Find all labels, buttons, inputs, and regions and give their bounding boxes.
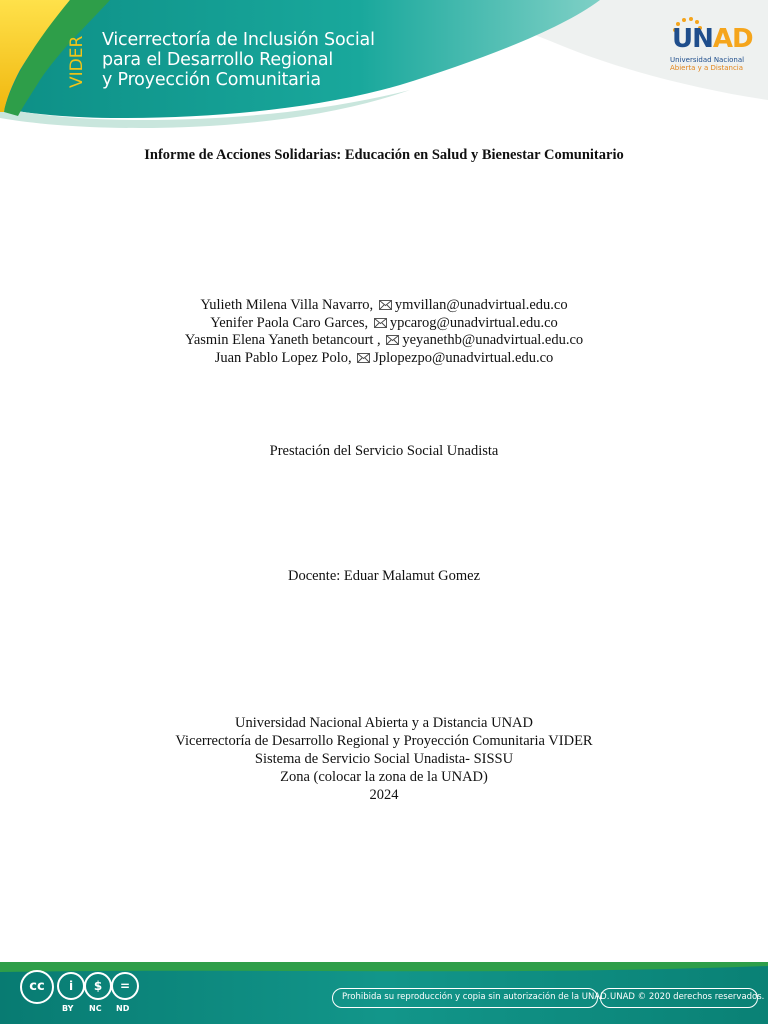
institution-block bbox=[0, 714, 768, 804]
copyright-notice: UNAD © 2020 derechos reservados. bbox=[600, 988, 758, 1008]
author-name: Yenifer Paola Caro Garces, bbox=[210, 314, 369, 331]
author-line bbox=[0, 332, 768, 350]
institution-line: 2024 bbox=[369, 787, 399, 803]
author-email[interactable]: yeyanethb@unadvirtual.edu.co bbox=[402, 332, 584, 348]
author-name: Yasmin Elena Yaneth betancourt , bbox=[184, 332, 381, 348]
document-title: Informe de Acciones Solidarias: Educación en Salud y Bienestar Comunitario bbox=[144, 147, 624, 163]
banner-line-3: y Proyección Comunitaria bbox=[102, 70, 321, 90]
banner-line-1: Vicerrectoría de Inclusión Social bbox=[102, 30, 375, 50]
institution-line: Sistema de Servicio Social Unadista- SISSU bbox=[254, 751, 514, 767]
author-email[interactable]: ypcarog@unadvirtual.edu.co bbox=[389, 314, 558, 331]
header-banner bbox=[0, 0, 768, 140]
vider-text: VIDER bbox=[67, 35, 87, 88]
authors-block bbox=[0, 297, 768, 367]
program-name: Prestación del Servicio Social Unadista bbox=[269, 443, 499, 459]
envelope-icon bbox=[357, 353, 370, 363]
envelope-icon bbox=[386, 335, 399, 345]
banner-title bbox=[102, 30, 375, 90]
institution-line: Zona (colocar la zona de la UNAD) bbox=[280, 769, 488, 785]
author-name: Juan Pablo Lopez Polo, bbox=[214, 349, 352, 366]
author-email[interactable]: ymvillan@unadvirtual.edu.co bbox=[394, 297, 568, 313]
cc-icon: cc bbox=[20, 970, 54, 1004]
banner-line-2: para el Desarrollo Regional bbox=[102, 50, 334, 70]
teacher-name: Docente: Eduar Malamut Gomez bbox=[287, 568, 481, 584]
noderivatives-icon: = bbox=[111, 972, 139, 1000]
institution-line: Universidad Nacional Abierta y a Distancia UNAD bbox=[235, 715, 533, 731]
institution-line: Vicerrectoría de Desarrollo Regional y Proyección Comunitaria VIDER bbox=[175, 733, 593, 749]
logo-wordmark: UNAD bbox=[672, 24, 753, 54]
noncommercial-icon: $ bbox=[84, 972, 112, 1000]
cc-label-nc: NC bbox=[89, 1004, 102, 1013]
author-line bbox=[0, 315, 768, 333]
author-line bbox=[0, 297, 768, 315]
cc-label-by: BY bbox=[62, 1004, 74, 1013]
attribution-icon: i bbox=[57, 972, 85, 1000]
author-name: Yulieth Milena Villa Navarro, bbox=[200, 297, 374, 313]
envelope-icon bbox=[374, 318, 387, 328]
cc-label-nd: ND bbox=[116, 1004, 130, 1013]
reproduction-notice: Prohibida su reproducción y copia sin autorización de la UNAD. bbox=[332, 988, 598, 1008]
author-email[interactable]: Jplopezpo@unadvirtual.edu.co bbox=[373, 349, 554, 366]
logo-subtitle: Universidad Nacional Abierta y a Distancia bbox=[670, 56, 745, 72]
unad-logo bbox=[666, 16, 753, 80]
envelope-icon bbox=[379, 300, 392, 310]
author-line bbox=[0, 350, 768, 368]
creative-commons-badge bbox=[20, 972, 140, 1020]
